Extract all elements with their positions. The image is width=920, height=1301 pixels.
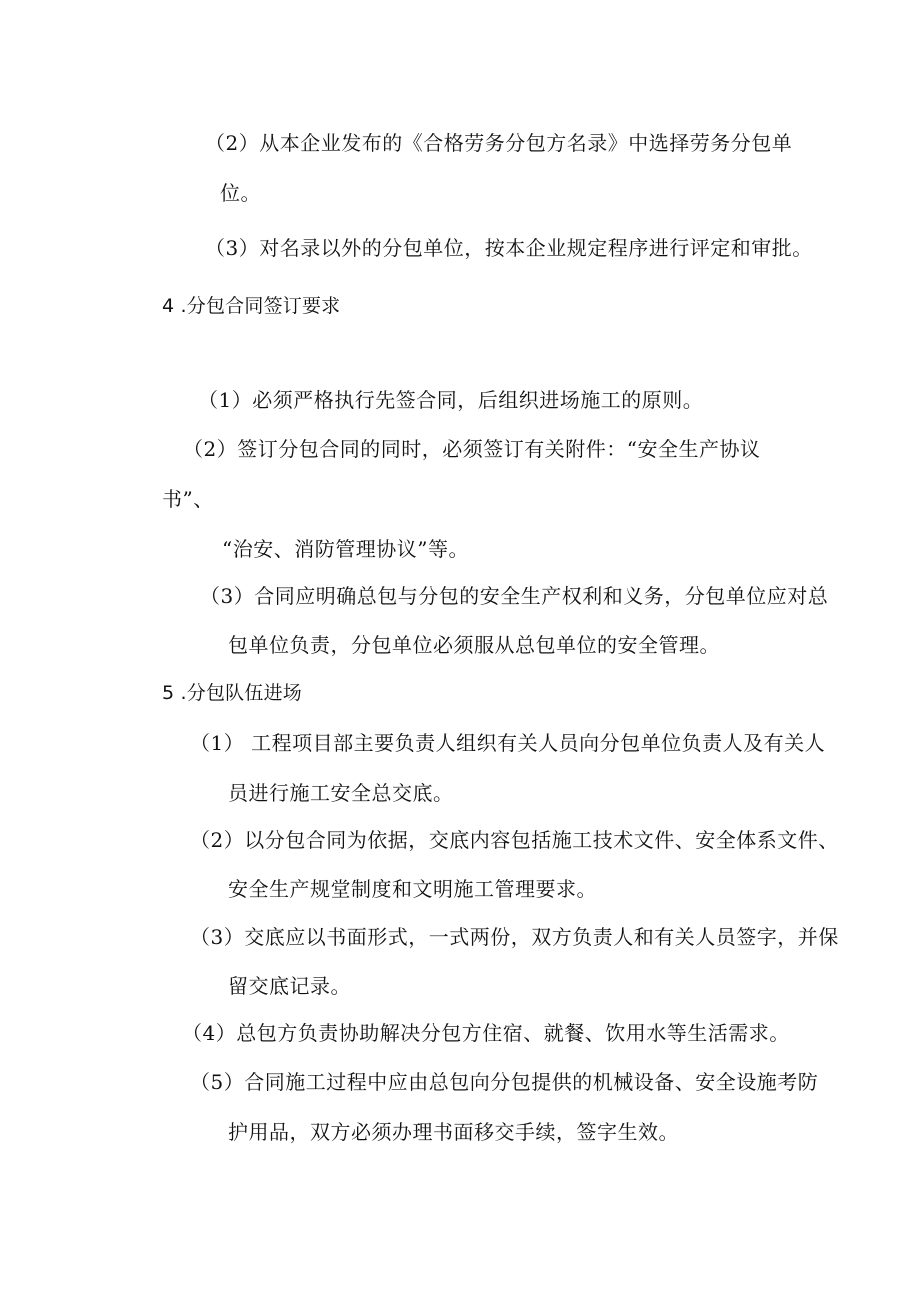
- paragraph-s5-item2-line2: 安全生产规堂制度和文明施工管理要求。: [228, 877, 597, 901]
- paragraph-s5-item1-line1: （1） 工程项目部主要负责人组织有关人员向分包单位负责人及有关人: [190, 731, 826, 755]
- paragraph-s4-item3-line1: （3）合同应明确总包与分包的安全生产权利和义务，分包单位应对总: [200, 584, 829, 608]
- paragraph-s4-item2-line3: “治安、消防管理协议”等。: [222, 537, 469, 561]
- paragraph-s5-item1-line2: 员进行施工安全总交底。: [228, 781, 454, 805]
- paragraph-s4-item2-line2: 书”、: [162, 487, 214, 511]
- paragraph-s5-item3-line2: 留交底记录。: [228, 974, 351, 998]
- paragraph-s3-item3: （3）对名录以外的分包单位，按本企业规定程序进行评定和审批。: [205, 236, 813, 260]
- section-5-heading: 5 .分包队伍进场: [162, 682, 302, 704]
- paragraph-s5-item5-line1: （5）合同施工过程中应由总包向分包提供的机械设备、安全设施考防: [190, 1070, 819, 1094]
- section-4-heading: 4 .分包合同签订要求: [162, 295, 341, 317]
- paragraph-s5-item2-line1: （2）以分包合同为依据，交底内容包括施工技术文件、安全体系文件、: [190, 828, 839, 852]
- paragraph-s4-item2-line1: （2）签订分包合同的同时，必须签订有关附件：“安全生产协议: [183, 437, 761, 461]
- paragraph-s5-item5-line2: 护用品，双方必须办理书面移交手续，签字生效。: [228, 1120, 679, 1144]
- paragraph-s3-item2-line2: 位。: [220, 181, 261, 205]
- paragraph-s3-item2-line1: （2）从本企业发布的《合格劳务分包方名录》中选择劳务分包单: [205, 131, 793, 155]
- paragraph-s5-item3-line1: （3）交底应以书面形式，一式两份，双方负责人和有关人员签字，并保: [190, 925, 839, 949]
- paragraph-s4-item3-line2: 包单位负责，分包单位必须服从总包单位的安全管理。: [228, 633, 720, 657]
- paragraph-s5-item4: （4）总包方负责协助解决分包方住宿、就餐、饮用水等生活需求。: [182, 1021, 790, 1045]
- paragraph-s4-item1: （1）必须严格执行先签合同，后组织进场施工的原则。: [198, 388, 704, 412]
